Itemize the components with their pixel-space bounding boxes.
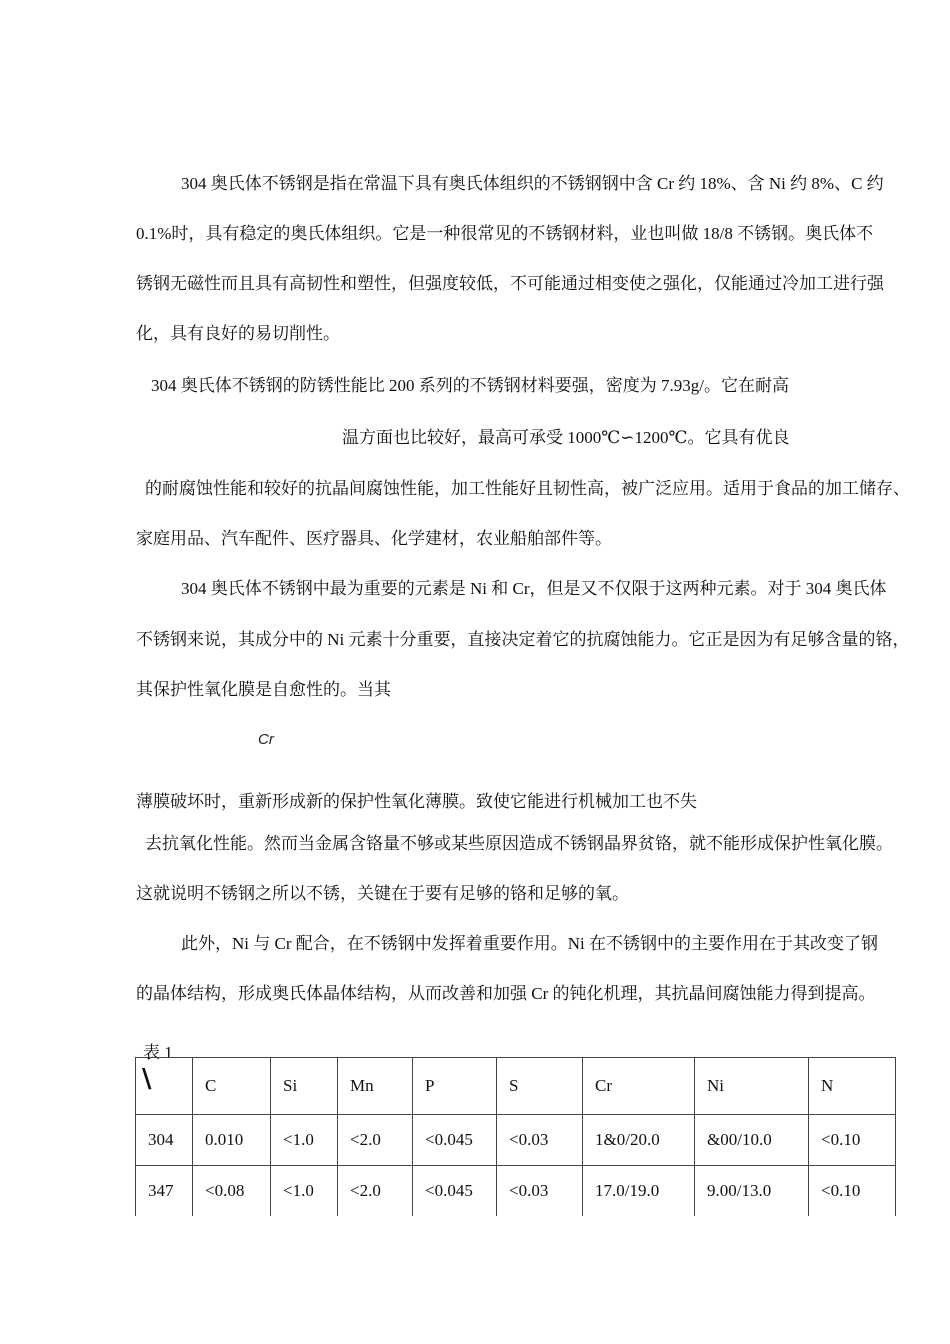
p1-line-1: 304 奥氏体不锈钢是指在常温下具有奥氏体组织的不锈钢钢中含 Cr 约 18%、含 Ni 约 8%、C 约 bbox=[181, 174, 884, 193]
header-n: N bbox=[809, 1058, 896, 1115]
table-cell: <0.045 bbox=[413, 1115, 497, 1166]
header-p: P bbox=[413, 1058, 497, 1115]
table-cell: 0.010 bbox=[193, 1115, 271, 1166]
table-cell: <0.03 bbox=[497, 1166, 583, 1217]
p2-line-4: 家庭用品、汽车配件、医疗器具、化学建材，农业船舶部件等。 bbox=[136, 529, 612, 548]
table-corner-cell: \ bbox=[136, 1058, 193, 1115]
table-cell: <0.08 bbox=[193, 1166, 271, 1217]
table-caption: 表 1 bbox=[143, 1043, 173, 1062]
table-cell: <0.10 bbox=[809, 1115, 896, 1166]
table-header-row bbox=[136, 1058, 896, 1115]
p1-line-3: 锈钢无磁性而且具有高韧性和塑性，但强度较低，不可能通过相变使之强化，仅能通过冷加工进行强 bbox=[136, 274, 884, 293]
cr-annotation: Cr bbox=[258, 731, 274, 748]
p4-line-2: 去抗氧化性能。然而当金属含铬量不够或某些原因造成不锈钢晶界贫铬，就不能形成保护性氧化膜。 bbox=[145, 834, 893, 853]
composition-table bbox=[135, 1057, 896, 1216]
p4-line-1: 薄膜破坏时，重新形成新的保护性氧化薄膜。致使它能进行机械加工也不失 bbox=[136, 792, 697, 811]
row-grade: 304 bbox=[136, 1115, 193, 1166]
p5-line-1: 此外，Ni 与 Cr 配合，在不锈钢中发挥着重要作用。Ni 在不锈钢中的主要作用在于其改变了钢 bbox=[181, 934, 878, 953]
p4-line-3: 这就说明不锈钢之所以不锈，关键在于要有足够的铬和足够的氧。 bbox=[136, 884, 629, 903]
header-mn: Mn bbox=[338, 1058, 413, 1115]
p3-line-3: 其保护性氧化膜是自愈性的。当其 bbox=[136, 680, 391, 699]
header-si: Si bbox=[271, 1058, 338, 1115]
table-cell: <2.0 bbox=[338, 1166, 413, 1217]
table-cell: 9.00/13.0 bbox=[695, 1166, 809, 1217]
p2-line-3: 的耐腐蚀性能和较好的抗晶间腐蚀性能，加工性能好且韧性高，被广泛应用。适用于食品的加工储存、 bbox=[145, 479, 910, 498]
table-row bbox=[136, 1166, 896, 1217]
p1-line-2: 0.1%时，具有稳定的奥氏体组织。它是一种很常见的不锈钢材料，业也叫做 18/8 不锈钢。奥氏体不 bbox=[136, 224, 874, 243]
table-row bbox=[136, 1115, 896, 1166]
table-cell: <1.0 bbox=[271, 1115, 338, 1166]
table-cell: <1.0 bbox=[271, 1166, 338, 1217]
p3-line-2: 不锈钢来说，其成分中的 Ni 元素十分重要，直接决定着它的抗腐蚀能力。它正是因为有足够含量的铬， bbox=[136, 630, 910, 649]
row-grade: 347 bbox=[136, 1166, 193, 1217]
p2-line-2: 温方面也比较好，最高可承受 1000℃∽1200℃。它具有优良 bbox=[342, 428, 790, 447]
table-cell: <0.03 bbox=[497, 1115, 583, 1166]
header-s: S bbox=[497, 1058, 583, 1115]
header-ni: Ni bbox=[695, 1058, 809, 1115]
header-c: C bbox=[193, 1058, 271, 1115]
table-cell: <0.10 bbox=[809, 1166, 896, 1217]
table-cell: <2.0 bbox=[338, 1115, 413, 1166]
p1-line-4: 化，具有良好的易切削性。 bbox=[136, 324, 340, 343]
table-cell: 1&0/20.0 bbox=[583, 1115, 695, 1166]
table-cell: 17.0/19.0 bbox=[583, 1166, 695, 1217]
p2-line-1: 304 奥氏体不锈钢的防锈性能比 200 系列的不锈钢材料要强，密度为 7.93g/。它在耐高 bbox=[151, 376, 789, 395]
p3-line-1: 304 奥氏体不锈钢中最为重要的元素是 Ni 和 Cr，但是又不仅限于这两种元素。对于 304 奥氏体 bbox=[181, 579, 887, 598]
table-cell: <0.045 bbox=[413, 1166, 497, 1217]
p5-line-2: 的晶体结构，形成奥氏体晶体结构，从而改善和加强 Cr 的钝化机理，其抗晶间腐蚀能力得到提高。 bbox=[136, 984, 876, 1003]
table-cell: &00/10.0 bbox=[695, 1115, 809, 1166]
header-cr: Cr bbox=[583, 1058, 695, 1115]
